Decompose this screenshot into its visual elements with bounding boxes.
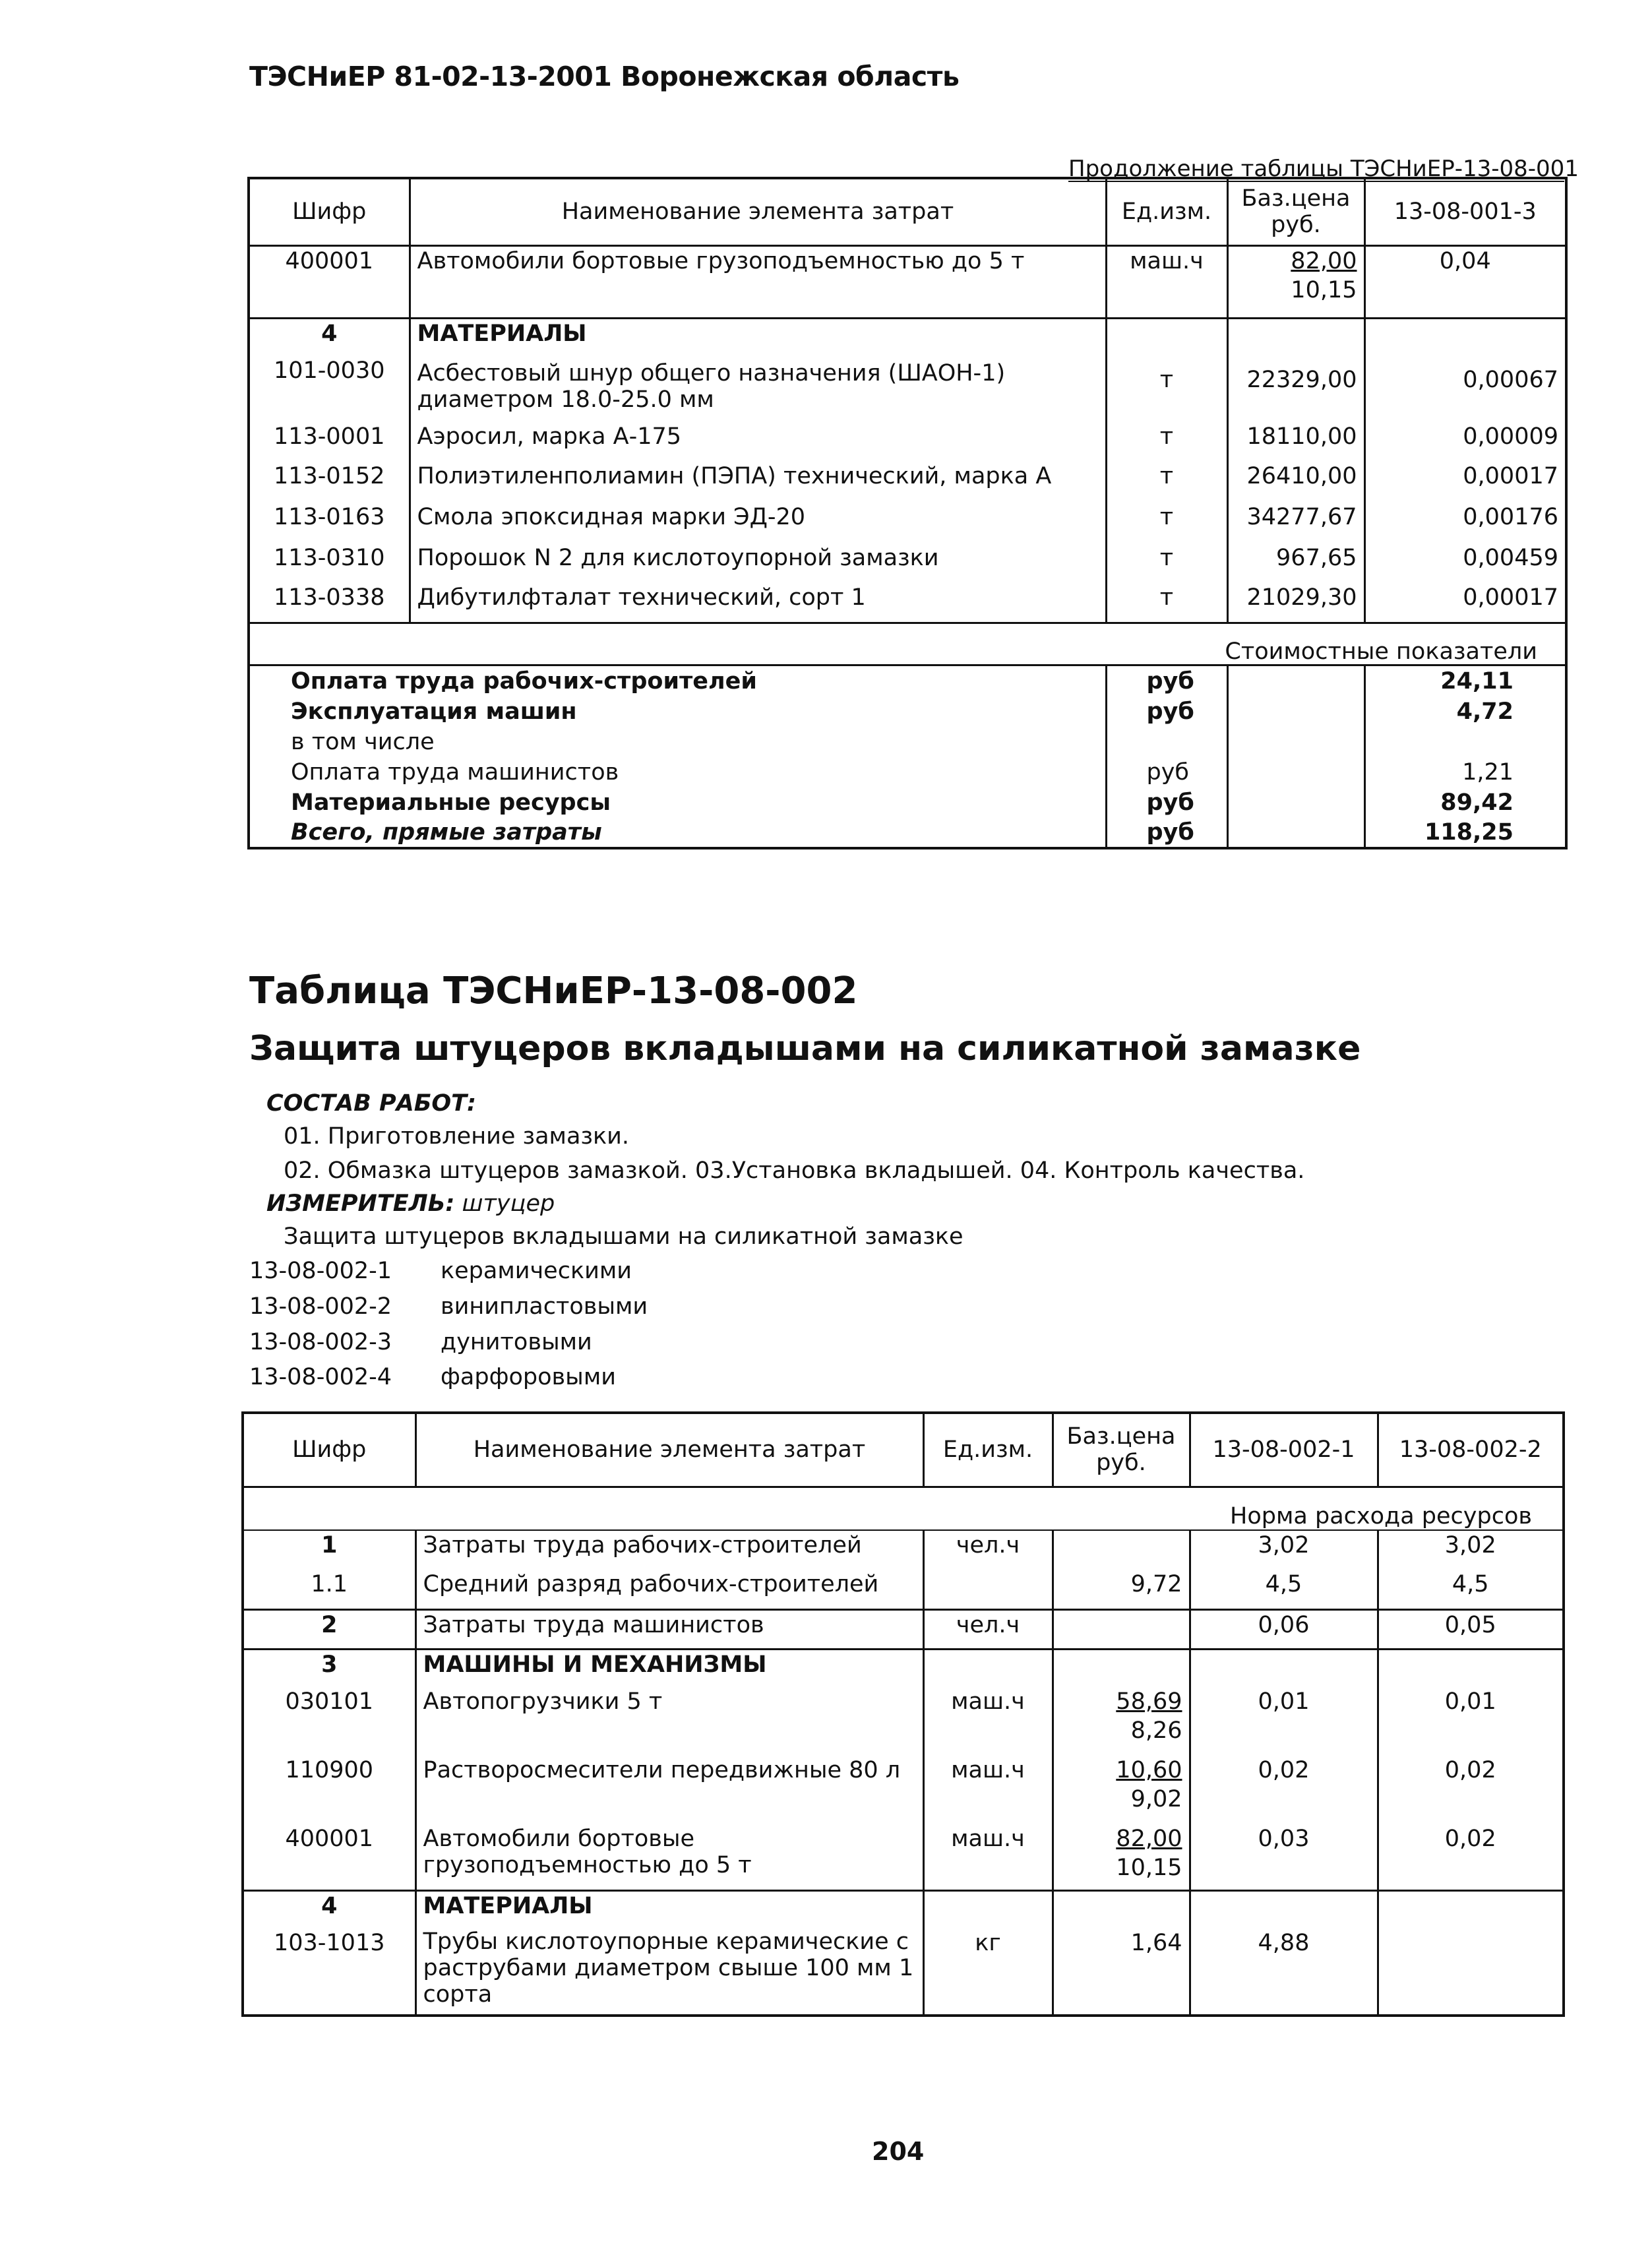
cost-value: 24,11: [1364, 665, 1566, 696]
row-norm-value: 0,04: [1364, 245, 1566, 318]
row-code: 101-0030: [273, 357, 385, 384]
row-unit: т: [1106, 543, 1227, 583]
section-title: МАТЕРИАЛЫ: [410, 318, 1106, 356]
col-header-base-price: Баз.цена руб.: [1053, 1413, 1190, 1487]
cost-row: [249, 757, 1566, 787]
table-row: [243, 1530, 1564, 1570]
cost-label: Материальные ресурсы: [291, 789, 611, 816]
section-row-materials: [243, 1890, 1564, 1929]
row-code: 2: [243, 1609, 415, 1649]
row-code: 4: [243, 1890, 415, 1929]
variant-name: керамическими: [441, 1258, 632, 1284]
cost-row: [249, 727, 1566, 757]
col-header-norm: 13-08-001-3: [1364, 178, 1566, 245]
section-title: МАТЕРИАЛЫ: [415, 1890, 923, 1929]
col-header-code: Шифр: [243, 1413, 415, 1487]
row-base-price: [1053, 1530, 1190, 1570]
col-header-name: Наименование элемента затрат: [415, 1413, 923, 1487]
work-line: 02. Обмазка штуцеров замазкой. 03.Установка вкладышей. 04. Контроль качества.: [284, 1157, 1305, 1184]
row-name: Средний разряд рабочих-строителей: [415, 1570, 923, 1609]
price-total: 82,00: [1291, 247, 1357, 274]
row-code: 103-1013: [273, 1930, 385, 1956]
table-row: [249, 356, 1566, 422]
col-header-base-price: Баз.цена руб.: [1227, 178, 1364, 245]
row-unit: т: [1106, 583, 1227, 623]
variant-code: 13-08-002-1: [249, 1258, 392, 1284]
row-code: 113-0163: [273, 504, 385, 530]
row-unit: маш.ч: [1106, 245, 1227, 318]
table-row: [249, 583, 1566, 623]
price-total: 82,00: [1116, 1826, 1182, 1852]
page-number: 204: [872, 2137, 925, 2166]
table-row: [243, 1929, 1564, 2016]
cost-unit: руб: [1106, 818, 1227, 848]
row-code: 1.1: [311, 1571, 348, 1597]
row-base-price: 9,72: [1053, 1570, 1190, 1609]
row-code: 4: [249, 318, 410, 356]
row-unit: т: [1106, 356, 1227, 422]
row-code: 113-0338: [273, 584, 385, 611]
row-name: Трубы кислотоупорные керамические с раструбами диаметром свыше 100 мм 1 сорта: [415, 1929, 923, 2016]
row-norm-value-1: 0,03: [1190, 1824, 1378, 1890]
price-total: 10,60: [1116, 1757, 1182, 1783]
row-name: Порошок N 2 для кислотоупорной замазки: [410, 543, 1106, 583]
row-name: Аэросил, марка А-175: [410, 422, 1106, 462]
norm-description: Защита штуцеров вкладышами на силикатной замазке: [284, 1223, 964, 1250]
row-norm-value-1: 3,02: [1190, 1530, 1378, 1570]
cost-label: Оплата труда машинистов: [291, 758, 619, 786]
norm-consumption-header: Норма расхода ресурсов: [243, 1487, 1564, 1530]
cost-indicators-header: Стоимостные показатели: [249, 623, 1566, 665]
row-base-price: 22329,00: [1227, 356, 1364, 422]
row-norm-value-1: 4,88: [1190, 1929, 1378, 2016]
cost-unit: руб: [1106, 787, 1227, 818]
row-base-price: [1053, 1756, 1190, 1824]
col-header-norm-1: 13-08-002-1: [1190, 1413, 1378, 1487]
table-row: [249, 245, 1566, 318]
row-name: Автопогрузчики 5 т: [415, 1687, 923, 1756]
row-norm-value-2: 0,02: [1378, 1756, 1564, 1824]
row-unit: кг: [923, 1929, 1053, 2016]
row-code: 110900: [285, 1757, 374, 1783]
row-base-price: [1053, 1824, 1190, 1890]
variant-name: винипластовыми: [441, 1293, 648, 1320]
row-norm-value-2: 0,02: [1378, 1824, 1564, 1890]
table-row: [249, 543, 1566, 583]
row-name: Затраты труда рабочих-строителей: [415, 1530, 923, 1570]
cost-unit: руб: [1106, 757, 1227, 787]
row-unit: маш.ч: [923, 1824, 1053, 1890]
table-row: [249, 503, 1566, 543]
table-row: [243, 1687, 1564, 1756]
section-row-materials: [249, 318, 1566, 356]
row-norm-value-2: [1378, 1929, 1564, 2016]
row-norm-value: 0,00009: [1364, 422, 1566, 462]
variant-code: 13-08-002-4: [249, 1364, 392, 1390]
cost-label: Оплата труда рабочих-строителей: [249, 665, 1106, 696]
row-name: Асбестовый шнур общего назначения (ШАОН-1) диаметром 18.0-25.0 мм: [410, 356, 1106, 422]
cost-row-total: [249, 818, 1566, 848]
row-name: Растворосмесители передвижные 80 л: [415, 1756, 923, 1824]
row-unit: [923, 1570, 1053, 1609]
cost-value: 4,72: [1364, 696, 1566, 727]
resource-table-13-08-002: [241, 1411, 1565, 2017]
cost-row: [249, 696, 1566, 727]
col-header-name: Наименование элемента затрат: [410, 178, 1106, 245]
table-title: Таблица ТЭСНиЕР-13-08-002: [249, 970, 858, 1012]
table-row: [243, 1824, 1564, 1890]
cost-unit: руб: [1106, 665, 1227, 696]
row-norm-value: 0,00459: [1364, 543, 1566, 583]
row-code: 1: [321, 1532, 338, 1559]
table-subtitle: Защита штуцеров вкладышами на силикатной замазке: [249, 1029, 1361, 1068]
row-name: Затраты труда машинистов: [415, 1609, 923, 1649]
variant-name: фарфоровыми: [441, 1364, 616, 1390]
row-code: 113-0310: [273, 545, 385, 571]
row-unit: т: [1106, 462, 1227, 503]
row-base-price: 34277,67: [1227, 503, 1364, 543]
row-base-price: 967,65: [1227, 543, 1364, 583]
cost-label: Всего, прямые затраты: [291, 818, 602, 846]
price-total: 58,69: [1116, 1688, 1182, 1715]
table-row: [243, 1570, 1564, 1609]
cost-header-row: [249, 623, 1566, 665]
document-header: ТЭСНиЕР 81-02-13-2001 Воронежская область: [249, 61, 960, 92]
row-code: 030101: [285, 1688, 374, 1715]
row-norm-value-1: 4,5: [1190, 1570, 1378, 1609]
table-row: [249, 462, 1566, 503]
cost-label: в том числе: [291, 728, 435, 755]
row-name: Смола эпоксидная марки ЭД-20: [410, 503, 1106, 543]
measure-line: [266, 1190, 555, 1217]
cost-value: 118,25: [1364, 818, 1566, 848]
price-wage: 10,15: [1116, 1855, 1182, 1881]
price-wage: 8,26: [1130, 1717, 1182, 1744]
row-norm-value: 0,00017: [1364, 583, 1566, 623]
table-row: [243, 1756, 1564, 1824]
cost-unit: [1106, 727, 1227, 757]
row-norm-value-1: 0,02: [1190, 1756, 1378, 1824]
table-continuation-label: Продолжение таблицы ТЭСНиЕР-13-08-001: [1068, 156, 1579, 182]
resource-table-13-08-001: [247, 177, 1568, 849]
row-name: Автомобили бортовые грузоподъемностью до 5 т: [415, 1824, 923, 1890]
row-unit: т: [1106, 422, 1227, 462]
row-base-price: 1,64: [1053, 1929, 1190, 2016]
work-line: 01. Приготовление замазки.: [284, 1123, 630, 1150]
row-norm-value-2: 0,01: [1378, 1687, 1564, 1756]
cost-row: [249, 787, 1566, 818]
cost-value: 1,21: [1364, 757, 1566, 787]
cost-value: 89,42: [1364, 787, 1566, 818]
work-composition-label: СОСТАВ РАБОТ:: [266, 1090, 476, 1117]
variant-code: 13-08-002-2: [249, 1293, 392, 1320]
row-base-price: 18110,00: [1227, 422, 1364, 462]
row-name: Полиэтиленполиамин (ПЭПА) технический, марка А: [410, 462, 1106, 503]
row-base-price: [1227, 245, 1364, 318]
row-unit: чел.ч: [923, 1609, 1053, 1649]
cost-unit: руб: [1106, 696, 1227, 727]
row-unit: маш.ч: [923, 1756, 1053, 1824]
row-norm-value-2: 3,02: [1378, 1530, 1564, 1570]
price-wage: 10,15: [1291, 276, 1357, 303]
row-base-price: [1053, 1687, 1190, 1756]
row-unit: маш.ч: [923, 1687, 1053, 1756]
col-header-unit: Ед.изм.: [1106, 178, 1227, 245]
row-code: 400001: [285, 1826, 374, 1852]
row-norm-value: 0,00017: [1364, 462, 1566, 503]
cost-label: Эксплуатация машин: [291, 698, 577, 725]
row-base-price: 26410,00: [1227, 462, 1364, 503]
col-header-unit: Ед.изм.: [923, 1413, 1053, 1487]
cost-value: [1364, 727, 1566, 757]
norm-header-row: [243, 1487, 1564, 1530]
row-norm-value-1: 0,06: [1190, 1609, 1378, 1649]
row-norm-value-2: 4,5: [1378, 1570, 1564, 1609]
section-row-machines: [243, 1649, 1564, 1687]
row-name: Дибутилфталат технический, сорт 1: [410, 583, 1106, 623]
cost-row: [249, 665, 1566, 696]
table-row: [243, 1609, 1564, 1649]
measure-value: штуцер: [462, 1190, 555, 1217]
row-code: 400001: [285, 247, 374, 274]
table-header-row: [243, 1413, 1564, 1487]
variant-name: дунитовыми: [441, 1329, 592, 1355]
row-norm-value-2: 0,05: [1378, 1609, 1564, 1649]
row-unit: чел.ч: [923, 1530, 1053, 1570]
section-title: МАШИНЫ И МЕХАНИЗМЫ: [415, 1649, 923, 1687]
measure-label: ИЗМЕРИТЕЛЬ:: [266, 1190, 455, 1217]
variant-code: 13-08-002-3: [249, 1329, 392, 1355]
col-header-norm-2: 13-08-002-2: [1378, 1413, 1564, 1487]
row-code: 113-0001: [273, 423, 385, 450]
row-norm-value: 0,00176: [1364, 503, 1566, 543]
row-norm-value: 0,00067: [1364, 356, 1566, 422]
row-base-price: 21029,30: [1227, 583, 1364, 623]
table-header-row: [249, 178, 1566, 245]
row-code: 113-0152: [273, 463, 385, 489]
price-wage: 9,02: [1130, 1786, 1182, 1812]
row-name: Автомобили бортовые грузоподъемностью до 5 т: [410, 245, 1106, 318]
col-header-code: Шифр: [249, 178, 410, 245]
table-row: [249, 422, 1566, 462]
row-base-price: [1053, 1609, 1190, 1649]
row-norm-value-1: 0,01: [1190, 1687, 1378, 1756]
row-unit: т: [1106, 503, 1227, 543]
row-code: 3: [243, 1649, 415, 1687]
